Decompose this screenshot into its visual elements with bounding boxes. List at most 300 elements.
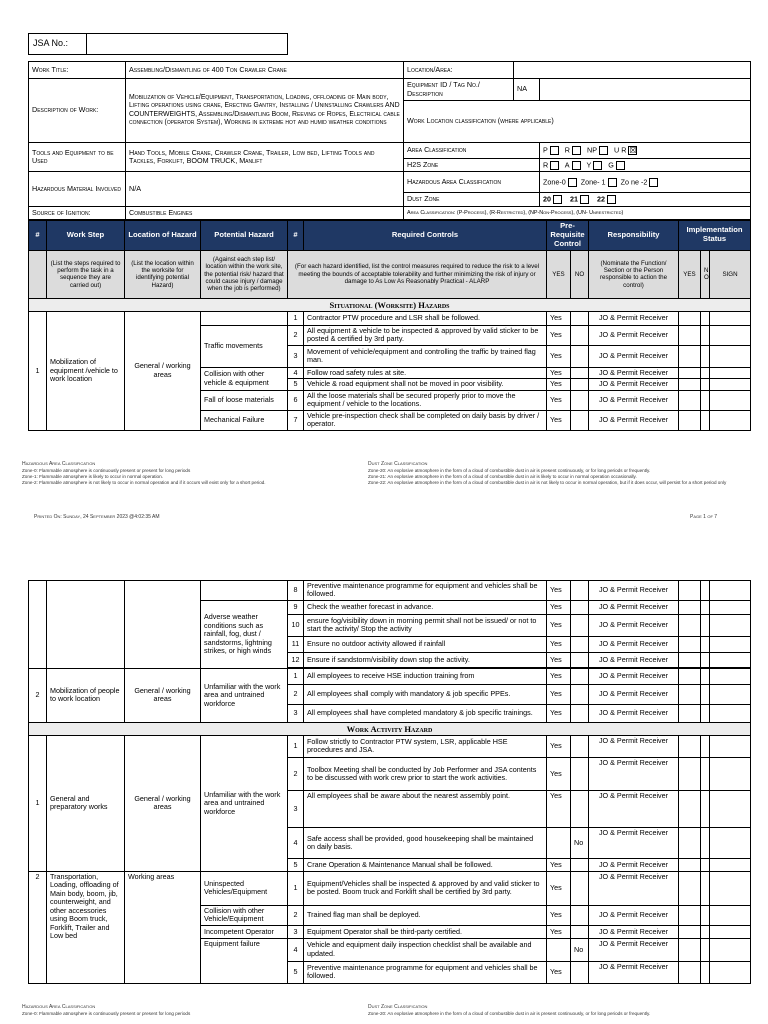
impl-yes-cell[interactable] — [679, 871, 701, 905]
hazard-text: Collision with other vehicle & equipment — [201, 367, 288, 390]
responsibility: JO & Permit Receiver — [589, 652, 679, 667]
col-prereq: Pre-Requisite Control — [547, 221, 589, 251]
prereq-yes: Yes — [547, 581, 571, 601]
impl-no-cell[interactable] — [701, 325, 710, 345]
h2s-zone-label: H2S Zone — [404, 159, 540, 172]
zone1-checkbox[interactable] — [608, 178, 617, 187]
control-text: Ensure if sandstorm/visibility down stop the activity. — [304, 652, 547, 667]
sub-responsibility: (Nominate the Function/ Section or the Person responsible to action the control) — [589, 250, 679, 298]
control-text: ensure fog/visibility down in morning permit shall not be issued/ or not to start the activity/ Stop the activity — [304, 614, 547, 636]
prereq-yes: Yes — [547, 652, 571, 667]
responsibility: JO & Permit Receiver — [589, 600, 679, 614]
tools-label: Tools and Equipment to be Used — [29, 143, 126, 172]
control-num: 11 — [288, 636, 304, 652]
section-work-activity: Work Activity Hazard — [29, 722, 751, 735]
sign-cell[interactable] — [710, 410, 751, 430]
control-text: Equipment/Vehicles shall be inspected & approved by and valid sticker to be posted. Boom truck and Forklift shall be certified by 3rd party. — [304, 871, 547, 905]
sign-cell[interactable] — [710, 311, 751, 325]
prereq-no — [571, 684, 589, 704]
impl-no-cell[interactable] — [701, 925, 710, 938]
ignition-value: Combustible Engines — [126, 207, 404, 220]
sign-cell[interactable] — [710, 652, 751, 667]
printed-on: Printed On: Sunday, 24 September 2023 @4:02:35 AM — [34, 514, 160, 520]
prereq-yes: Yes — [547, 410, 571, 430]
prereq-yes: Yes — [547, 790, 571, 827]
sign-cell[interactable] — [710, 858, 751, 871]
control-num: 7 — [288, 410, 304, 430]
col-work-step: Work Step — [47, 221, 125, 251]
control-num: 12 — [288, 652, 304, 667]
prereq-no — [571, 379, 589, 390]
impl-yes-cell[interactable] — [679, 325, 701, 345]
responsibility: JO & Permit Receiver — [589, 905, 679, 925]
hazmat-label: Hazardous Material Involved — [29, 172, 126, 207]
control-text: Check the weather forecast in advance. — [304, 600, 547, 614]
hazardous-area-label: Hazardous Area Classification — [404, 172, 540, 193]
control-text: Movement of vehicle/equipment and controlling the traffic by trained flag man. — [304, 345, 547, 367]
sub-sign: SIGN — [710, 250, 751, 298]
prereq-yes: Yes — [547, 704, 571, 722]
responsibility: JO & Permit Receiver — [589, 345, 679, 367]
col-controls: Required Controls — [304, 221, 547, 251]
prereq-yes: Yes — [547, 636, 571, 652]
area-classification-label: Area Classification — [404, 143, 540, 159]
hazard-text: Incompetent Operator — [201, 925, 288, 938]
impl-yes-cell[interactable] — [679, 684, 701, 704]
responsibility: JO & Permit Receiver — [589, 684, 679, 704]
control-text: Crane Operation & Maintenance Manual shall be followed. — [304, 858, 547, 871]
impl-no-cell[interactable] — [701, 790, 710, 827]
control-text: All employees shall have completed mandatory & job specific trainings. — [304, 704, 547, 722]
footer-dust22: Zone-22: An explosive atmosphere in the form of a cloud of combustible dust in air is not likely to occur in normal operation, but if it does occur, will persist for a short period only — [368, 480, 727, 486]
impl-yes-cell[interactable] — [679, 614, 701, 636]
dust-zone-label: Dust Zone — [404, 193, 540, 207]
work-step-text: General and preparatory works — [47, 735, 125, 871]
zone0-checkbox[interactable] — [568, 178, 577, 187]
prereq-yes: Yes — [547, 905, 571, 925]
tools-value: Hand Tools, Mobile Crane, Crawler Crane, Trailer, Low bed, Lifting Tools and Tackles, Forklift, BOOM TRUCK, Manlift — [126, 143, 404, 172]
impl-yes-cell[interactable] — [679, 581, 701, 601]
prereq-no — [571, 390, 589, 410]
hazard-text: Adverse weather conditions such as rainfall, fog, dust / sandstorms, lightning strikes, or high winds — [201, 600, 288, 668]
prereq-yes: Yes — [547, 871, 571, 905]
footer-haz-title: Hazardous Area Classification — [22, 461, 96, 467]
prereq-no — [571, 367, 589, 378]
impl-yes-cell[interactable] — [679, 390, 701, 410]
control-num: 2 — [288, 757, 304, 790]
prereq-no — [571, 790, 589, 827]
control-text: Toolbox Meeting shall be conducted by Job Performer and JSA contents to be discussed with work crew prior to start the work activities. — [304, 757, 547, 790]
header-table-wrap — [28, 61, 750, 431]
sign-cell[interactable] — [710, 379, 751, 390]
prereq-yes: Yes — [547, 325, 571, 345]
location-label: Location/Area: — [404, 62, 514, 79]
dust-zone-options: 20 21 22 — [540, 193, 751, 207]
prereq-yes — [547, 938, 571, 961]
sub-work-step: (List the steps required to perform the task in a sequence they are carried out) — [47, 250, 125, 298]
hazmat-value: N/A — [126, 172, 404, 207]
prereq-no — [571, 410, 589, 430]
control-num: 3 — [288, 790, 304, 827]
prereq-yes: Yes — [547, 379, 571, 390]
impl-no-cell[interactable] — [701, 410, 710, 430]
responsibility: JO & Permit Receiver — [589, 311, 679, 325]
impl-no-cell[interactable] — [701, 367, 710, 378]
prereq-yes: Yes — [547, 614, 571, 636]
description-label: Description of Work: — [29, 79, 126, 143]
section-situational: Situational (Worksite) Hazards — [29, 298, 751, 311]
impl-yes-cell[interactable] — [679, 600, 701, 614]
impl-no-cell[interactable] — [701, 858, 710, 871]
prereq-yes: Yes — [547, 367, 571, 378]
footer-dust21: Zone-21: An explosive atmosphere in the form of a cloud of combustible dust in air is likely to occur in normal operation occasionally. — [368, 473, 637, 479]
control-text: All employees shall comply with mandatory & job specific PPEs. — [304, 684, 547, 704]
hazardous-area-options: Zone-0 Zone- 1 Zo ne -2 — [540, 172, 751, 193]
prereq-yes: Yes — [547, 311, 571, 325]
impl-no-cell[interactable] — [701, 600, 710, 614]
impl-no-cell[interactable] — [701, 390, 710, 410]
control-num: 1 — [288, 311, 304, 325]
impl-yes-cell[interactable] — [679, 311, 701, 325]
sign-cell[interactable] — [710, 871, 751, 905]
control-num: 2 — [288, 905, 304, 925]
impl-yes-cell[interactable] — [679, 858, 701, 871]
h2s-a-checkbox[interactable] — [572, 161, 581, 170]
impl-yes-cell[interactable] — [679, 827, 701, 858]
impl-no-cell[interactable] — [701, 757, 710, 790]
prereq-yes: Yes — [547, 668, 571, 684]
prereq-yes: Yes — [547, 735, 571, 757]
hazard-text: Fall of loose materials — [201, 390, 288, 410]
control-text: Contractor PTW procedure and LSR shall be followed. — [304, 311, 547, 325]
impl-no-cell[interactable] — [701, 735, 710, 757]
prereq-yes: Yes — [547, 390, 571, 410]
control-num: 6 — [288, 390, 304, 410]
responsibility: JO & Permit Receiver — [589, 410, 679, 430]
sign-cell[interactable] — [710, 961, 751, 983]
location-text: Working areas — [125, 871, 201, 983]
responsibility: JO & Permit Receiver — [589, 871, 679, 905]
prereq-no — [571, 757, 589, 790]
col-hazard: Potential Hazard — [201, 221, 288, 251]
step-number: 2 — [29, 871, 47, 983]
work-step-text: Mobilization of equipment /vehicle to work location — [47, 311, 125, 430]
responsibility: JO & Permit Receiver — [589, 827, 679, 858]
control-text: Preventive maintenance programme for equipment and vehicles shall be followed. — [304, 581, 547, 601]
impl-no-cell[interactable] — [701, 581, 710, 601]
responsibility: JO & Permit Receiver — [589, 858, 679, 871]
responsibility: JO & Permit Receiver — [589, 704, 679, 722]
sign-cell[interactable] — [710, 345, 751, 367]
jsa-number-box — [28, 33, 288, 55]
sub-no: NO — [571, 250, 589, 298]
control-text: All the loose materials shall be secured properly prior to move the equipment / vehicle to the locations. — [304, 390, 547, 410]
responsibility: JO & Permit Receiver — [589, 325, 679, 345]
prereq-no — [571, 345, 589, 367]
impl-yes-cell[interactable] — [679, 367, 701, 378]
control-text: Follow road safety rules at site. — [304, 367, 547, 378]
control-num: 4 — [288, 367, 304, 378]
prereq-no — [571, 925, 589, 938]
control-num: 5 — [288, 858, 304, 871]
footer-zone0: Zone-0: Flammable atmosphere is continuously present or present for long periods — [22, 467, 191, 473]
impl-yes-cell[interactable] — [679, 925, 701, 938]
control-num: 1 — [288, 668, 304, 684]
prereq-no: No — [571, 938, 589, 961]
prereq-yes: Yes — [547, 600, 571, 614]
prereq-yes: Yes — [547, 925, 571, 938]
sub-yes: YES — [547, 250, 571, 298]
control-text: Vehicle pre-inspection check shall be completed on daily basis by driver / operator. — [304, 410, 547, 430]
sign-cell[interactable] — [710, 600, 751, 614]
step-number: 1 — [29, 735, 47, 871]
responsibility: JO & Permit Receiver — [589, 581, 679, 601]
sign-cell[interactable] — [710, 827, 751, 858]
hazard-text: Collision with other Vehicle/Equipment — [201, 905, 288, 925]
location-text: General / working areas — [125, 735, 201, 871]
impl-yes-cell[interactable] — [679, 905, 701, 925]
impl-yes-cell[interactable] — [679, 652, 701, 667]
control-text: Preventive maintenance programme for equipment and vehicles shall be followed. — [304, 961, 547, 983]
impl-no-cell[interactable] — [701, 311, 710, 325]
work-step-text: Mobilization of people to work location — [47, 668, 125, 722]
control-num: 4 — [288, 938, 304, 961]
footer-dust-title: Dust Zone Classification — [368, 461, 428, 467]
sign-cell[interactable] — [710, 925, 751, 938]
footer2-dust20: Zone-20: An explosive atmosphere in the form of a cloud of combustible dust in air is present continuously, or for long periods or frequently. — [368, 1010, 651, 1016]
zone2-checkbox[interactable] — [649, 178, 658, 187]
impl-yes-cell[interactable] — [679, 636, 701, 652]
prereq-no — [571, 668, 589, 684]
description-value: Mobilization of Vehicle/Equipment, Transportation, Loading, offloading of Main body, Lifting operations using crane, Erecting Gantry, Installing / Uninstalling Crawlers AND COUNTERWEIGHTS, Assembling/Dismantling Boom, Reeving of Ropes, Electrical cable connection (operator System), Working in extreme hot and humid weather conditions — [126, 79, 404, 143]
control-num: 5 — [288, 961, 304, 983]
prereq-yes — [547, 827, 571, 858]
impl-yes-cell[interactable] — [679, 790, 701, 827]
footer2-zone0: Zone-0: Flammable atmosphere is continuously present or present for long periods — [22, 1010, 191, 1016]
sign-cell[interactable] — [710, 325, 751, 345]
control-num: 9 — [288, 600, 304, 614]
sign-cell[interactable] — [710, 704, 751, 722]
control-num: 10 — [288, 614, 304, 636]
impl-no-cell[interactable] — [701, 636, 710, 652]
work-step-text: Transportation, Loading, offloading of Main body, boom, jib, counterweight, and other accessories using Boom truck, Forklift, Trailer and Low bed — [47, 871, 125, 983]
sign-cell[interactable] — [710, 757, 751, 790]
impl-no-cell[interactable] — [701, 652, 710, 667]
sign-cell[interactable] — [710, 390, 751, 410]
impl-no-cell[interactable] — [701, 345, 710, 367]
control-num: 3 — [288, 704, 304, 722]
prereq-no: No — [571, 827, 589, 858]
control-num: 3 — [288, 345, 304, 367]
impl-no-cell[interactable] — [701, 827, 710, 858]
impl-yes-cell[interactable] — [679, 668, 701, 684]
prereq-no — [571, 325, 589, 345]
header-table — [28, 61, 751, 220]
control-num: 3 — [288, 925, 304, 938]
equipment-id-value: NA — [514, 79, 540, 101]
impl-no-cell[interactable] — [701, 704, 710, 722]
h2s-y-checkbox[interactable] — [593, 161, 602, 170]
step-number: 2 — [29, 668, 47, 722]
control-num: 4 — [288, 827, 304, 858]
h2s-r-checkbox[interactable] — [550, 161, 559, 170]
impl-yes-cell[interactable] — [679, 704, 701, 722]
equipment-id-label: Equipment ID / Tag No./ Description — [404, 79, 514, 101]
footer-zone1: Zone-1: Flammable atmosphere is likely to occur in normal operation. — [22, 473, 163, 479]
impl-no-cell[interactable] — [701, 614, 710, 636]
impl-no-cell[interactable] — [701, 961, 710, 983]
impl-yes-cell[interactable] — [679, 757, 701, 790]
area-classification-options: P R NP U R ☒ — [540, 143, 751, 159]
impl-yes-cell[interactable] — [679, 735, 701, 757]
control-text: All equipment & vehicle to be inspected & approved by valid sticker to be posted & certified by 3rd party. — [304, 325, 547, 345]
control-text: Equipment Operator shall be third-party certified. — [304, 925, 547, 938]
sign-cell[interactable] — [710, 668, 751, 684]
sub-location: (List the location within the worksite for identifying potential Hazard) — [125, 250, 201, 298]
sign-cell[interactable] — [710, 684, 751, 704]
impl-yes-cell[interactable] — [679, 938, 701, 961]
hazard-text: Equipment failure — [201, 938, 288, 983]
page-number: Page 1 of 7 — [690, 514, 718, 520]
responsibility: JO & Permit Receiver — [589, 636, 679, 652]
prereq-no — [571, 652, 589, 667]
footer2-haz-title: Hazardous Area Classification — [22, 1004, 96, 1010]
responsibility: JO & Permit Receiver — [589, 735, 679, 757]
impl-yes-cell[interactable] — [679, 410, 701, 430]
sign-cell[interactable] — [710, 905, 751, 925]
col-implementation: Implementation Status — [679, 221, 751, 251]
responsibility: JO & Permit Receiver — [589, 379, 679, 390]
col-num: # — [29, 221, 47, 251]
control-num: 8 — [288, 581, 304, 601]
col-responsibility: Responsibility — [589, 221, 679, 251]
prereq-no — [571, 614, 589, 636]
prereq-no — [571, 905, 589, 925]
control-text: Follow strictly to Contractor PTW system, LSR, applicable HSE procedures and JSA. — [304, 735, 547, 757]
work-location-classification-label: Work Location classification (where applicable) — [404, 101, 751, 143]
responsibility: JO & Permit Receiver — [589, 757, 679, 790]
control-text: Ensure no outdoor activity allowed if rainfall — [304, 636, 547, 652]
prereq-no — [571, 704, 589, 722]
sign-cell[interactable] — [710, 614, 751, 636]
area-p-checkbox[interactable] — [550, 146, 559, 155]
sign-cell[interactable] — [710, 581, 751, 601]
control-num: 2 — [288, 325, 304, 345]
prereq-no — [571, 961, 589, 983]
page2-wrap — [28, 580, 750, 984]
sub-hazard: (Against each step list/ location within the work site, the potential risk/ hazard that could cause injury / damage when the job is performed) — [201, 250, 288, 298]
work-title-value: Assembling/Dismantling of 400 Ton Crawler Crane — [126, 62, 404, 79]
prereq-yes: Yes — [547, 684, 571, 704]
location-value — [514, 62, 751, 79]
dust21-checkbox[interactable] — [580, 195, 589, 204]
sign-cell[interactable] — [710, 367, 751, 378]
sub-controls: (For each hazard identified, list the control measures required to reduce the risk to a level meeting the bounds of acceptable tolerability and further minimizing the risk of injury or damage to As Low As Reasonably Practical - ALARP — [288, 250, 547, 298]
prereq-no — [571, 636, 589, 652]
control-text: Trained flag man shall be deployed. — [304, 905, 547, 925]
control-text: Vehicle and equipment daily inspection checklist shall be available and updated. — [304, 938, 547, 961]
hazard-text: Unfamiliar with the work area and untrained workforce — [201, 735, 288, 871]
impl-no-cell[interactable] — [701, 668, 710, 684]
area-classification-legend: Area Classification: (P-Process), (R-Restricted), (NP-Non-Process), (UN- Unrestricted) — [404, 207, 751, 220]
h2s-zone-options: R A Y G — [540, 159, 751, 172]
prereq-yes: Yes — [547, 858, 571, 871]
control-num: 1 — [288, 871, 304, 905]
impl-yes-cell[interactable] — [679, 379, 701, 390]
hazard-text: Uninspected Vehicles/Equipment — [201, 871, 288, 905]
sign-cell[interactable] — [710, 636, 751, 652]
col-location: Location of Hazard — [125, 221, 201, 251]
location-text: General / working areas — [125, 668, 201, 722]
responsibility: JO & Permit Receiver — [589, 961, 679, 983]
impl-no-cell[interactable] — [701, 905, 710, 925]
area-np-checkbox[interactable] — [599, 146, 608, 155]
control-text: Safe access shall be provided, good housekeeping shall be maintained on daily basis. — [304, 827, 547, 858]
sign-cell[interactable] — [710, 938, 751, 961]
footer-zone2: Zone-2: Flammable atmosphere is not likely to occur in normal operation and if it occurs will exist only for a short period. — [22, 480, 266, 486]
prereq-no — [571, 311, 589, 325]
dust20-checkbox[interactable] — [553, 195, 562, 204]
impl-no-cell[interactable] — [701, 871, 710, 905]
impl-no-cell[interactable] — [701, 379, 710, 390]
sign-cell[interactable] — [710, 735, 751, 757]
responsibility: JO & Permit Receiver — [589, 390, 679, 410]
prereq-no — [571, 858, 589, 871]
sign-cell[interactable] — [710, 790, 751, 827]
dust22-checkbox[interactable] — [607, 195, 616, 204]
sub-impl-yes: YES — [679, 250, 701, 298]
control-text: Vehicle & road equipment shall not be moved in poor visibility. — [304, 379, 547, 390]
responsibility: JO & Permit Receiver — [589, 668, 679, 684]
control-num: 1 — [288, 735, 304, 757]
control-text: All employees shall be aware about the nearest assembly point. — [304, 790, 547, 827]
prereq-yes: Yes — [547, 961, 571, 983]
location-text: General / working areas — [125, 311, 201, 430]
responsibility: JO & Permit Receiver — [589, 925, 679, 938]
prereq-no — [571, 735, 589, 757]
responsibility: JO & Permit Receiver — [589, 938, 679, 961]
responsibility: JO & Permit Receiver — [589, 614, 679, 636]
hazard-text: Traffic movements — [201, 325, 288, 367]
prereq-no — [571, 600, 589, 614]
prereq-no — [571, 871, 589, 905]
jsa-number-label: JSA No.: — [29, 34, 87, 54]
impl-yes-cell[interactable] — [679, 345, 701, 367]
step-number: 1 — [29, 311, 47, 430]
footer-dust20: Zone-20: An explosive atmosphere in the form of a cloud of combustible dust in air is present continuously, or for long periods or frequently. — [368, 467, 651, 473]
ignition-label: Source of Ignition: — [29, 207, 126, 220]
impl-no-cell[interactable] — [701, 684, 710, 704]
sub-impl-no: N O — [701, 250, 710, 298]
area-r-checkbox[interactable] — [572, 146, 581, 155]
impl-no-cell[interactable] — [701, 938, 710, 961]
control-num: 5 — [288, 379, 304, 390]
hazard-text: Unfamiliar with the work area and untrained workforce — [201, 668, 288, 722]
h2s-g-checkbox[interactable] — [616, 161, 625, 170]
control-num: 2 — [288, 684, 304, 704]
jsa-table-page2 — [28, 580, 751, 984]
responsibility: JO & Permit Receiver — [589, 367, 679, 378]
control-text: All employees to receive HSE induction training from — [304, 668, 547, 684]
prereq-yes: Yes — [547, 757, 571, 790]
impl-yes-cell[interactable] — [679, 961, 701, 983]
footer2-dust-title: Dust Zone Classification — [368, 1004, 428, 1010]
area-ur-checkbox[interactable]: ☒ — [629, 146, 637, 155]
hazard-text: Mechanical Failure — [201, 410, 288, 430]
prereq-yes: Yes — [547, 345, 571, 367]
col-hash: # — [288, 221, 304, 251]
jsa-table-page1 — [28, 220, 751, 431]
